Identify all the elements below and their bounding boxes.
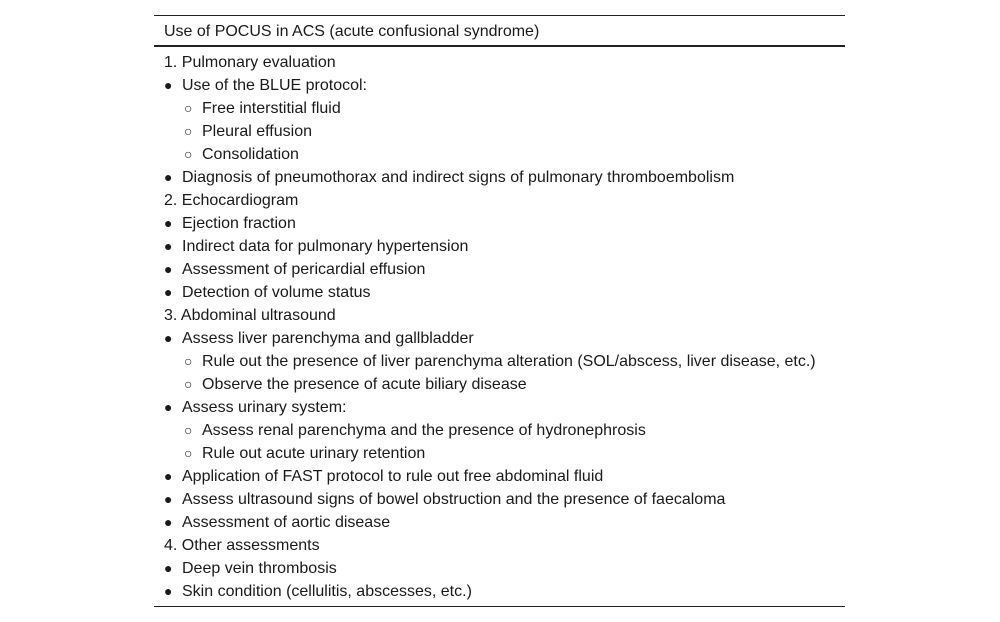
row-text: 1. Pulmonary evaluation — [164, 54, 336, 71]
list-item — [154, 580, 845, 603]
row-text: Detection of volume status — [182, 284, 371, 301]
list-item — [154, 465, 845, 488]
list-item — [154, 511, 845, 534]
sub-list-item — [154, 442, 845, 465]
filled-bullet-icon: ● — [164, 238, 173, 254]
row-text: Deep vein thrombosis — [182, 560, 337, 577]
section-heading — [154, 189, 845, 212]
row-text: Skin condition (cellulitis, abscesses, etc.) — [182, 583, 472, 600]
sub-list-item — [154, 350, 845, 373]
filled-bullet-icon: ● — [164, 560, 173, 576]
hollow-bullet-icon: ○ — [184, 353, 193, 369]
row-text: Assessment of pericardial effusion — [182, 261, 426, 278]
sub-list-item — [154, 143, 845, 166]
row-text: Assess urinary system: — [182, 399, 347, 416]
sub-list-item — [154, 120, 845, 143]
section-heading — [154, 534, 845, 557]
filled-bullet-icon: ● — [164, 215, 173, 231]
list-item — [154, 258, 845, 281]
list-item — [154, 212, 845, 235]
row-text: Assess liver parenchyma and gallbladder — [182, 330, 474, 347]
row-text: Application of FAST protocol to rule out free abdominal fluid — [182, 468, 604, 485]
filled-bullet-icon: ● — [164, 399, 173, 415]
row-text: Assessment of aortic disease — [182, 514, 391, 531]
filled-bullet-icon: ● — [164, 330, 173, 346]
table-title: Use of POCUS in ACS (acute confusional syndrome) — [154, 16, 845, 47]
list-item — [154, 281, 845, 304]
filled-bullet-icon: ● — [164, 284, 173, 300]
row-text: Assess renal parenchyma and the presence of hydronephrosis — [202, 422, 646, 439]
row-text: Use of the BLUE protocol: — [182, 77, 367, 94]
hollow-bullet-icon: ○ — [184, 100, 193, 116]
list-item — [154, 235, 845, 258]
table-body — [154, 47, 845, 606]
row-text: Rule out the presence of liver parenchyma alteration (SOL/abscess, liver disease, etc.) — [202, 353, 816, 370]
row-text: 3. Abdominal ultrasound — [164, 307, 336, 324]
row-text: 2. Echocardiogram — [164, 192, 299, 209]
filled-bullet-icon: ● — [164, 514, 173, 530]
pocus-table — [154, 15, 845, 607]
row-text: Consolidation — [202, 146, 299, 163]
hollow-bullet-icon: ○ — [184, 376, 193, 392]
row-text: Ejection fraction — [182, 215, 296, 232]
filled-bullet-icon: ● — [164, 261, 173, 277]
list-item — [154, 166, 845, 189]
row-text: Assess ultrasound signs of bowel obstruction and the presence of faecaloma — [182, 491, 726, 508]
section-heading — [154, 304, 845, 327]
list-item — [154, 396, 845, 419]
hollow-bullet-icon: ○ — [184, 445, 193, 461]
sub-list-item — [154, 97, 845, 120]
filled-bullet-icon: ● — [164, 169, 173, 185]
filled-bullet-icon: ● — [164, 77, 173, 93]
sub-list-item — [154, 419, 845, 442]
row-text: Diagnosis of pneumothorax and indirect signs of pulmonary thromboembolism — [182, 169, 735, 186]
row-text: Rule out acute urinary retention — [202, 445, 426, 462]
hollow-bullet-icon: ○ — [184, 146, 193, 162]
filled-bullet-icon: ● — [164, 491, 173, 507]
filled-bullet-icon: ● — [164, 468, 173, 484]
row-text: Free interstitial fluid — [202, 100, 341, 117]
list-item — [154, 74, 845, 97]
hollow-bullet-icon: ○ — [184, 422, 193, 438]
sub-list-item — [154, 373, 845, 396]
list-item — [154, 557, 845, 580]
filled-bullet-icon: ● — [164, 583, 173, 599]
row-text: Pleural effusion — [202, 123, 312, 140]
section-heading — [154, 51, 845, 74]
row-text: Indirect data for pulmonary hypertension — [182, 238, 469, 255]
list-item — [154, 327, 845, 350]
row-text: Observe the presence of acute biliary disease — [202, 376, 527, 393]
hollow-bullet-icon: ○ — [184, 123, 193, 139]
row-text: 4. Other assessments — [164, 537, 320, 554]
list-item — [154, 488, 845, 511]
